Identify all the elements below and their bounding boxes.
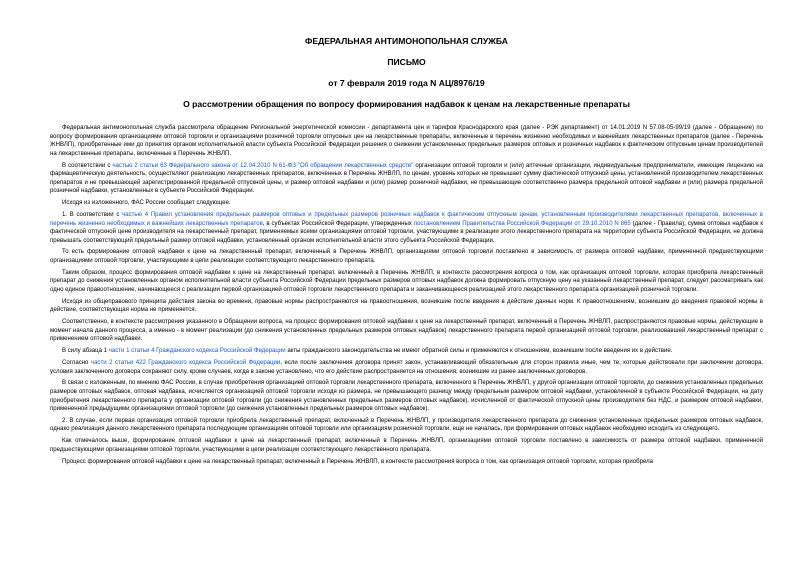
paragraph-text: В соответствии с — [62, 162, 113, 169]
paragraph-text: Федеральная антимонопольная служба рассмотрела обращение Региональной энергетической комиссии - департамента цен и тарифов Краснодарского края (далее - РЭК департамент) от 14.01.2019 N 57.08-05-99/19 (далее - Обращение) по вопросу формирования организациями оптовой торговли и организациями розничной торговли отпускных цен на лекарственные препараты, включенные в перечень жизненно необходимых и важнейших лекарственных препаратов (далее - Перечень ЖНВЛП), приобретенные ими до принятия органом исполнительной власти субъекта Российской Федерации решения о снижении установленных предельных размеров оптовых и розничных надбавок к фактическим отпускным ценам производителей на лекарственные препараты, включенные в Перечень ЖНВЛП. — [50, 125, 763, 157]
paragraph-text: Таким образом, процесс формирования оптовой надбавки к цене на лекарственный препарат, включенный в Перечень ЖНВЛП, в контексте рассмотрения вопроса о том, как организация оптовой торговли, которая приобрела лекарственный препарат до снижения установленных органом исполнительной власти субъекта Российской Федерации предельных размеров оптовых надбавок должна формировать отпускную цену на указанный лекарственный препарат, следует рассматривать как одно единое правоотношение, начинающееся с реализации первой организацией оптовой торговли лекарственного препарата и заканчивающееся реализацией этого лекарственного препарата организацией розничной торговли. — [50, 269, 763, 294]
paragraph — [50, 199, 763, 208]
paragraph-text: Процесс формирования оптовой надбавки к цене на лекарственный препарат, включенный в Перечень ЖНВЛП, в контексте рассмотрения вопроса о том, как организация оптовой торговли, которая приобрела — [62, 458, 654, 465]
legal-reference-link[interactable]: части 1 статьи 4 Гражданского кодекса Российской Федерации — [108, 348, 286, 355]
legal-reference-link[interactable]: части 2 статьи 422 Гражданского кодекса Российской Федерации — [90, 359, 281, 366]
paragraph — [50, 347, 763, 356]
paragraph-text: Соответственно, в контексте рассмотрения указанного в Обращении вопроса, на процесс формирования оптовой надбавки к цене на лекарственный препарат, включенный в Перечень ЖНВЛП, распространяются правовые нормы, действующие в момент начала данного процесса, а именно - в момент реализации (до снижения установленных предельных размеров оптовых надбавок) лекарственного препарата первой организацией оптовой торговли, реализовавшей лекарственный препарат с применением оптовой надбавки. — [50, 319, 763, 343]
paragraph-text: (далее - Правила), сумма оптовых надбавок к фактической отпускной цене производителя на лекарственный препарат, применяемых всеми организациями оптовой торговли, участвующими в реализации этого лекарственного препарата на территории субъекта Российской Федерации, не должна превышать соответствующий предельный размер оптовой надбавки, установленный органом исполнительной власти этого субъекта Российской Федерации. — [50, 220, 763, 244]
date-number-heading: от 7 февраля 2019 года N АЦ/8976/19 — [328, 78, 485, 88]
paragraph-text: организации оптовой торговли и (или) аптечные организации, индивидуальные предприниматели, имеющие лицензию на фармацевтическую деятельность, осуществляют реализацию лекарственных препаратов, включенных в Перечень ЖНВЛП, по ценам, уровень которых не превышает сумму фактической отпускной цены, установленной производителем лекарственных препаратов и не превышающей зарегистрированной предельной отпускной цены, и размер оптовой надбавки и (или) размер розничной надбавки, не превышающие соответственно размера предельной оптовой надбавки и (или) размера предельной розничной надбавки, установленных в субъекте Российской Федерации. — [50, 162, 764, 195]
paragraph — [50, 248, 763, 265]
paragraph — [50, 379, 763, 413]
paragraph-text: 2. В случае, если первая организация оптовой торговли приобрела лекарственный препарат, включенный в Перечень ЖНВЛП, у производителя лекарственного препарата до снижения установленных предельных размеров оптовых надбавок, однако реализация данного лекарственного препарата последующим организациям оптовой торговли или организациям розничной торговли, еще не началась, при формировании оптовых надбавок необходимо исходить из следующего. — [50, 417, 763, 433]
document-type-heading: ПИСЬМО — [387, 57, 426, 67]
paragraph — [50, 124, 763, 158]
paragraph — [50, 359, 763, 376]
paragraph — [50, 458, 763, 467]
legal-reference-link[interactable]: частью 2 статьи 63 Федерального закона от 12.04.2010 N 61-ФЗ "Об обращении лекарственных средств" — [112, 162, 414, 169]
paragraph — [50, 162, 763, 196]
subject-heading: О рассмотрении обращения по вопросу формирования надбавок к ценам на лекарственные препараты — [183, 99, 630, 109]
letter-body — [50, 124, 763, 466]
paragraph-text: 1. В соответствии с — [62, 211, 123, 218]
paragraph — [50, 298, 763, 315]
paragraph — [50, 211, 763, 245]
paragraph-text: Как отмечалось выше, формирование оптовой надбавки к цене на лекарственный препарат, включенный в Перечень ЖНВЛП, организациями оптовой торговли поставлено в зависимость от размера оптовой надбавки, примененной предшествующими организациями оптовой торговли, участвующими в цепи реализации соответствующего лекарственного препарата. — [50, 438, 763, 453]
paragraph-text: Согласно — [62, 359, 91, 366]
paragraph-text: , если после заключения договора принят закон, устанавливающий обязательные для сторон правила иные, чем те, которые действовали при заключении договора, условия заключенного договора сохраняют силу, кроме случаев, когда в законе установлено, что его действие распространяется на отношения, возникшие из ранее заключенных договоров. — [50, 359, 763, 375]
paragraph — [50, 417, 763, 434]
paragraph — [50, 269, 763, 295]
paragraph-text: То есть формирование оптовой надбавки к цене на лекарственный препарат, включенный в Перечень ЖНВЛП, организациями оптовой торговли поставлено в зависимость от размера оптовой надбавки, примененной предшествующими организациями оптовой торговли, участвующими в цепи реализации соответствующего лекарственного препарата. — [50, 249, 763, 265]
paragraph — [50, 437, 763, 454]
paragraph-text: акты гражданского законодательства не имеют обратной силы и применяются к отношениям, возникшим после введения их в действие. — [285, 348, 673, 355]
legal-reference-link[interactable]: частью 4 Правил установления предельных размеров оптовых и предельных размеров розничных надбавок к фактическим отпускным ценам, установленным производителями лекарственных препаратов, включенных в перечень жизненно необходимых и важнейших лекарственных препаратов — [50, 211, 763, 227]
paragraph-text: Исходя из общеправового принципа действия закона во времени, правовые нормы распространяются на правоотношения, возникшие после введения в действие данных норм. К правоотношениям, возникшим до введения правовой нормы в действие, соответствующая норма не применяется. — [50, 298, 763, 314]
paragraph-text: Исходя из изложенного, ФАС России сообщает следующее. — [62, 200, 231, 207]
organization-heading: ФЕДЕРАЛЬНАЯ АНТИМОНОПОЛЬНАЯ СЛУЖБА — [305, 36, 508, 46]
paragraph-text: В связи с изложенным, по мнению ФАС России, в случае приобретения организацией оптовой торговли лекарственного препарата, включенного в Перечень ЖНВЛП, у другой организации оптовой торговли, до снижения установленных предельных размеров оптовых надбавок, оптовая надбавка, исчисляется организацией оптовой торговли исходя из размера, не превышающего разницу между предельным размером оптовой надбавки, установленной в субъекте Российской Федерации, на дату приобретения лекарственного препарата у организации оптовой торговли (до снижения установленных предельных размеров оптовых надбавок), исчисленной от фактической отпускной цены производителя без НДС, и размером оптовой надбавки, примененной предыдущими организациями оптовой торговли (до снижения установленных предельных размеров оптовых надбавок). — [50, 380, 763, 413]
legal-reference-link[interactable]: постановлением Правительства Российской Федерации от 29.10.2010 N 865 — [413, 220, 631, 227]
paragraph-text: В силу абзаца 1 — [62, 348, 109, 355]
paragraph-text: , в субъектах Российской Федерации, утвержденных — [262, 220, 414, 227]
paragraph — [50, 318, 763, 344]
